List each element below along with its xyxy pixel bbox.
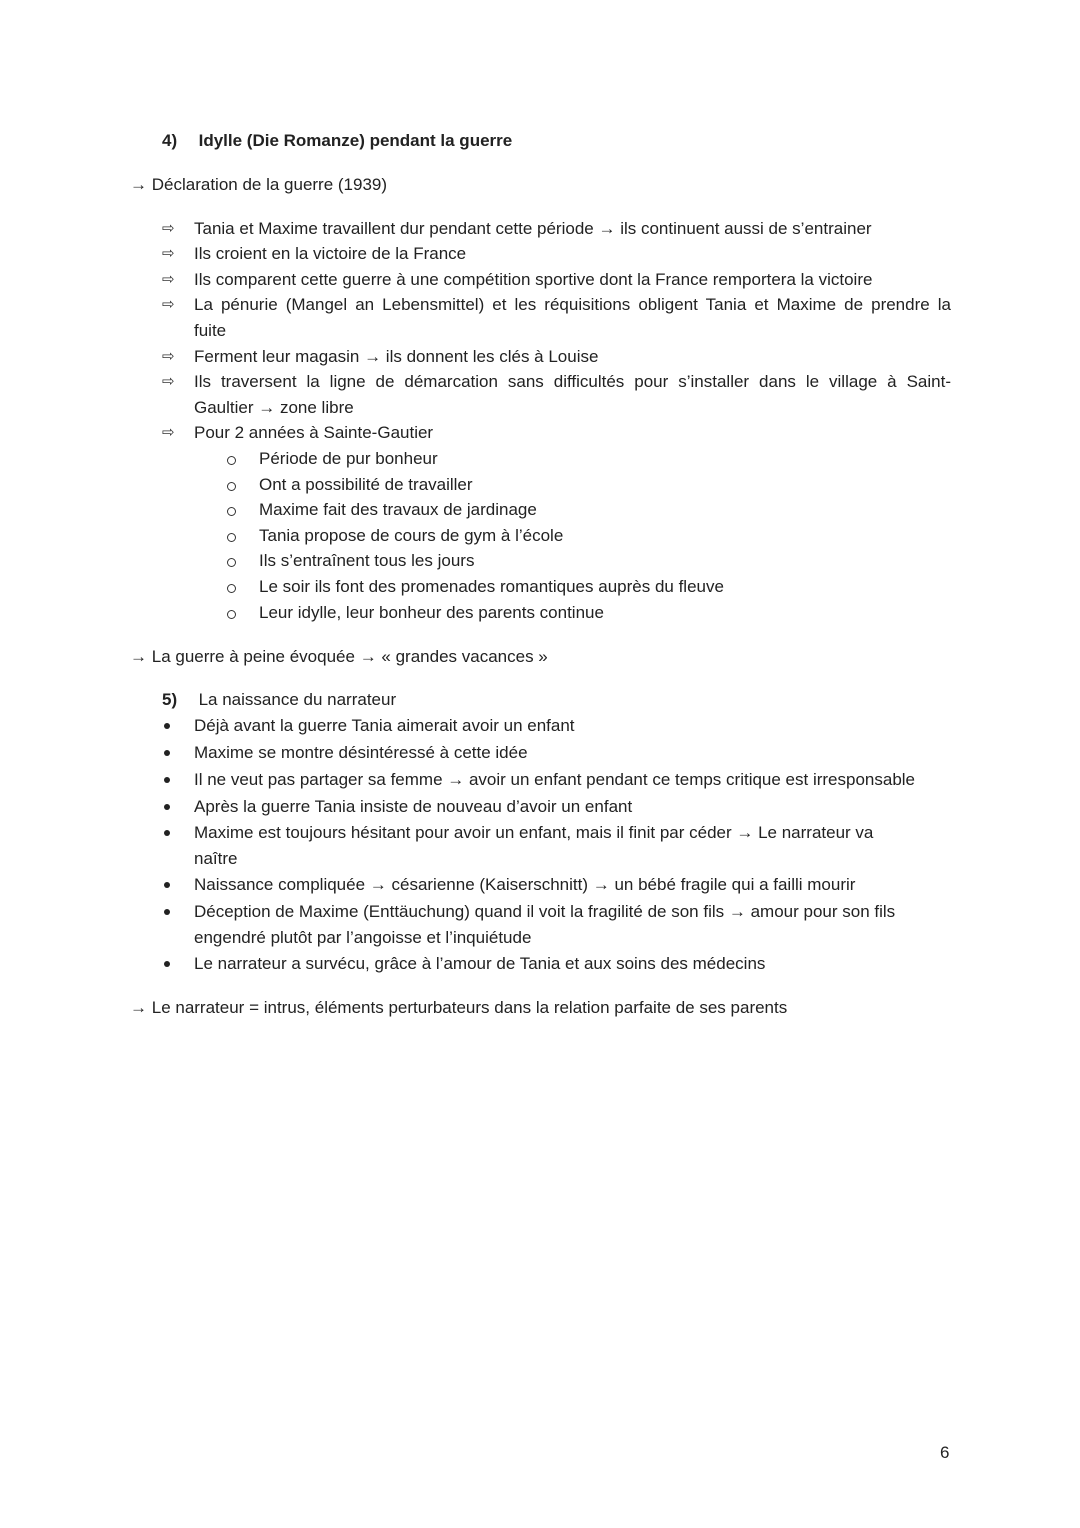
sub-list-item: Ont a possibilité de travailler [259,475,473,494]
list-item [194,218,872,240]
list-item [194,822,873,844]
dot-bullet-icon [164,830,170,836]
dot-bullet-icon [164,909,170,915]
item-text-cont: avoir un enfant pendant ce temps critique est irresponsable [464,770,916,789]
conclusion-text-cont: « grandes vacances » [376,647,548,666]
sub-list-item: Le soir ils font des promenades romantiques auprès du fleuve [259,577,724,596]
section-5-heading [162,689,396,711]
item-text-cont: ils continuent aussi de s’entrainer [615,219,872,238]
item-text-cont: Le narrateur va [753,823,874,842]
item-text: Le narrateur a survécu, grâce à l’amour de Tania et aux soins des médecins [194,954,766,973]
item-text: Naissance compliquée [194,875,370,894]
list-item-continuation [194,927,531,949]
circle-bullet-icon [227,507,236,516]
arrow-icon: → [592,875,610,894]
sub-list-item: Maxime fait des travaux de jardinage [259,500,537,519]
item-text-cont: Gaultier [194,398,259,417]
dot-bullet-icon [164,804,170,810]
arrow-icon: → [130,647,147,666]
list-item [194,769,915,791]
section-number: 4) [162,131,178,150]
section-5-conclusion [130,997,787,1019]
hollow-right-arrow-icon: ⇨ [162,245,175,262]
item-text-cont: un bébé fragile qui a failli mourir [609,875,856,894]
section-title: Idylle (Die Romanze) pendant la guerre [198,131,513,150]
dot-bullet-icon [164,882,170,888]
item-text: Déjà avant la guerre Tania aimerait avoir un enfant [194,716,575,735]
circle-bullet-icon [227,533,236,542]
item-text-cont: zone libre [275,398,354,417]
item-text: Pour 2 années à Sainte-Gautier [194,423,434,442]
item-text-cont: césarienne (Kaiserschnitt) [386,875,593,894]
item-text: Ferment leur magasin [194,347,365,366]
arrow-icon: → [364,347,382,366]
item-text-cont: engendré plutôt par l’angoisse et l’inquiétude [194,928,532,947]
list-item [194,901,895,923]
list-item [194,269,872,291]
arrow-icon: → [736,823,754,842]
list-item [194,874,855,896]
list-item-continuation [194,848,237,870]
sub-list-item: Leur idylle, leur bonheur des parents continue [259,603,604,622]
arrow-icon: → [359,647,377,666]
section-number: 5) [162,690,178,709]
list-item [194,742,528,764]
item-text: Déception de Maxime (Enttäuchung) quand il voit la fragilité de son fils [194,902,729,921]
conclusion-text: La guerre à peine évoquée [151,647,360,666]
item-text: Maxime est toujours hésitant pour avoir un enfant, mais il finit par céder [194,823,737,842]
list-item [194,796,632,818]
section-4-conclusion [130,646,548,668]
hollow-right-arrow-icon: ⇨ [162,220,175,237]
dot-bullet-icon [164,723,170,729]
dot-bullet-icon [164,961,170,967]
item-text: La pénurie (Mangel an Lebensmittel) et les réquisitions obligent Tania et Maxime de prendre la [194,295,951,314]
item-text: Ils croient en la victoire de la France [194,244,467,263]
sub-list-item: Ils s’entraînent tous les jours [259,551,475,570]
item-text: Après la guerre Tania insiste de nouveau d’avoir un enfant [194,797,633,816]
list-item [194,294,951,316]
sub-list-item: Tania propose de cours de gym à l’école [259,526,564,545]
list-item [194,422,433,444]
hollow-right-arrow-icon: ⇨ [162,296,175,313]
item-text-cont: amour pour son fils [745,902,896,921]
list-item [194,371,951,393]
section-4-heading [162,130,512,152]
hollow-right-arrow-icon: ⇨ [162,271,175,288]
page-number: 6 [940,1443,950,1462]
arrow-icon: → [130,175,147,194]
hollow-right-arrow-icon: ⇨ [162,348,175,365]
item-text: Tania et Maxime travaillent dur pendant cette période [194,219,599,238]
arrow-icon: → [447,770,465,789]
circle-bullet-icon [227,584,236,593]
dot-bullet-icon [164,750,170,756]
circle-bullet-icon [227,558,236,567]
list-item-continuation [194,320,226,342]
arrow-icon: → [130,998,147,1017]
item-text-cont: fuite [194,321,227,340]
intro-text: Déclaration de la guerre (1939) [151,175,388,194]
circle-bullet-icon [227,610,236,619]
item-text: Ils comparent cette guerre à une compétition sportive dont la France remportera la victoire [194,270,873,289]
item-text: Ils traversent la ligne de démarcation sans difficultés pour s’installer dans le village à Saint- [194,372,951,391]
section-4-intro [130,174,387,196]
dot-bullet-icon [164,777,170,783]
section-title: La naissance du narrateur [198,690,397,709]
arrow-icon: → [258,398,276,417]
list-item [194,715,575,737]
item-text: Maxime se montre désintéressé à cette idée [194,743,528,762]
list-item [194,953,765,975]
item-text: Il ne veut pas partager sa femme [194,770,448,789]
hollow-right-arrow-icon: ⇨ [162,373,175,390]
sub-list-item: Période de pur bonheur [259,449,438,468]
arrow-icon: → [728,902,746,921]
conclusion-text: Le narrateur = intrus, éléments perturbateurs dans la relation parfaite de ses parents [151,998,788,1017]
item-text-cont: naître [194,849,238,868]
list-item [194,346,598,368]
item-text-cont: ils donnent les clés à Louise [381,347,599,366]
list-item [194,243,466,265]
circle-bullet-icon [227,482,236,491]
arrow-icon: → [598,219,616,238]
list-item-continuation [194,397,354,419]
hollow-right-arrow-icon: ⇨ [162,424,175,441]
arrow-icon: → [369,875,387,894]
circle-bullet-icon [227,456,236,465]
